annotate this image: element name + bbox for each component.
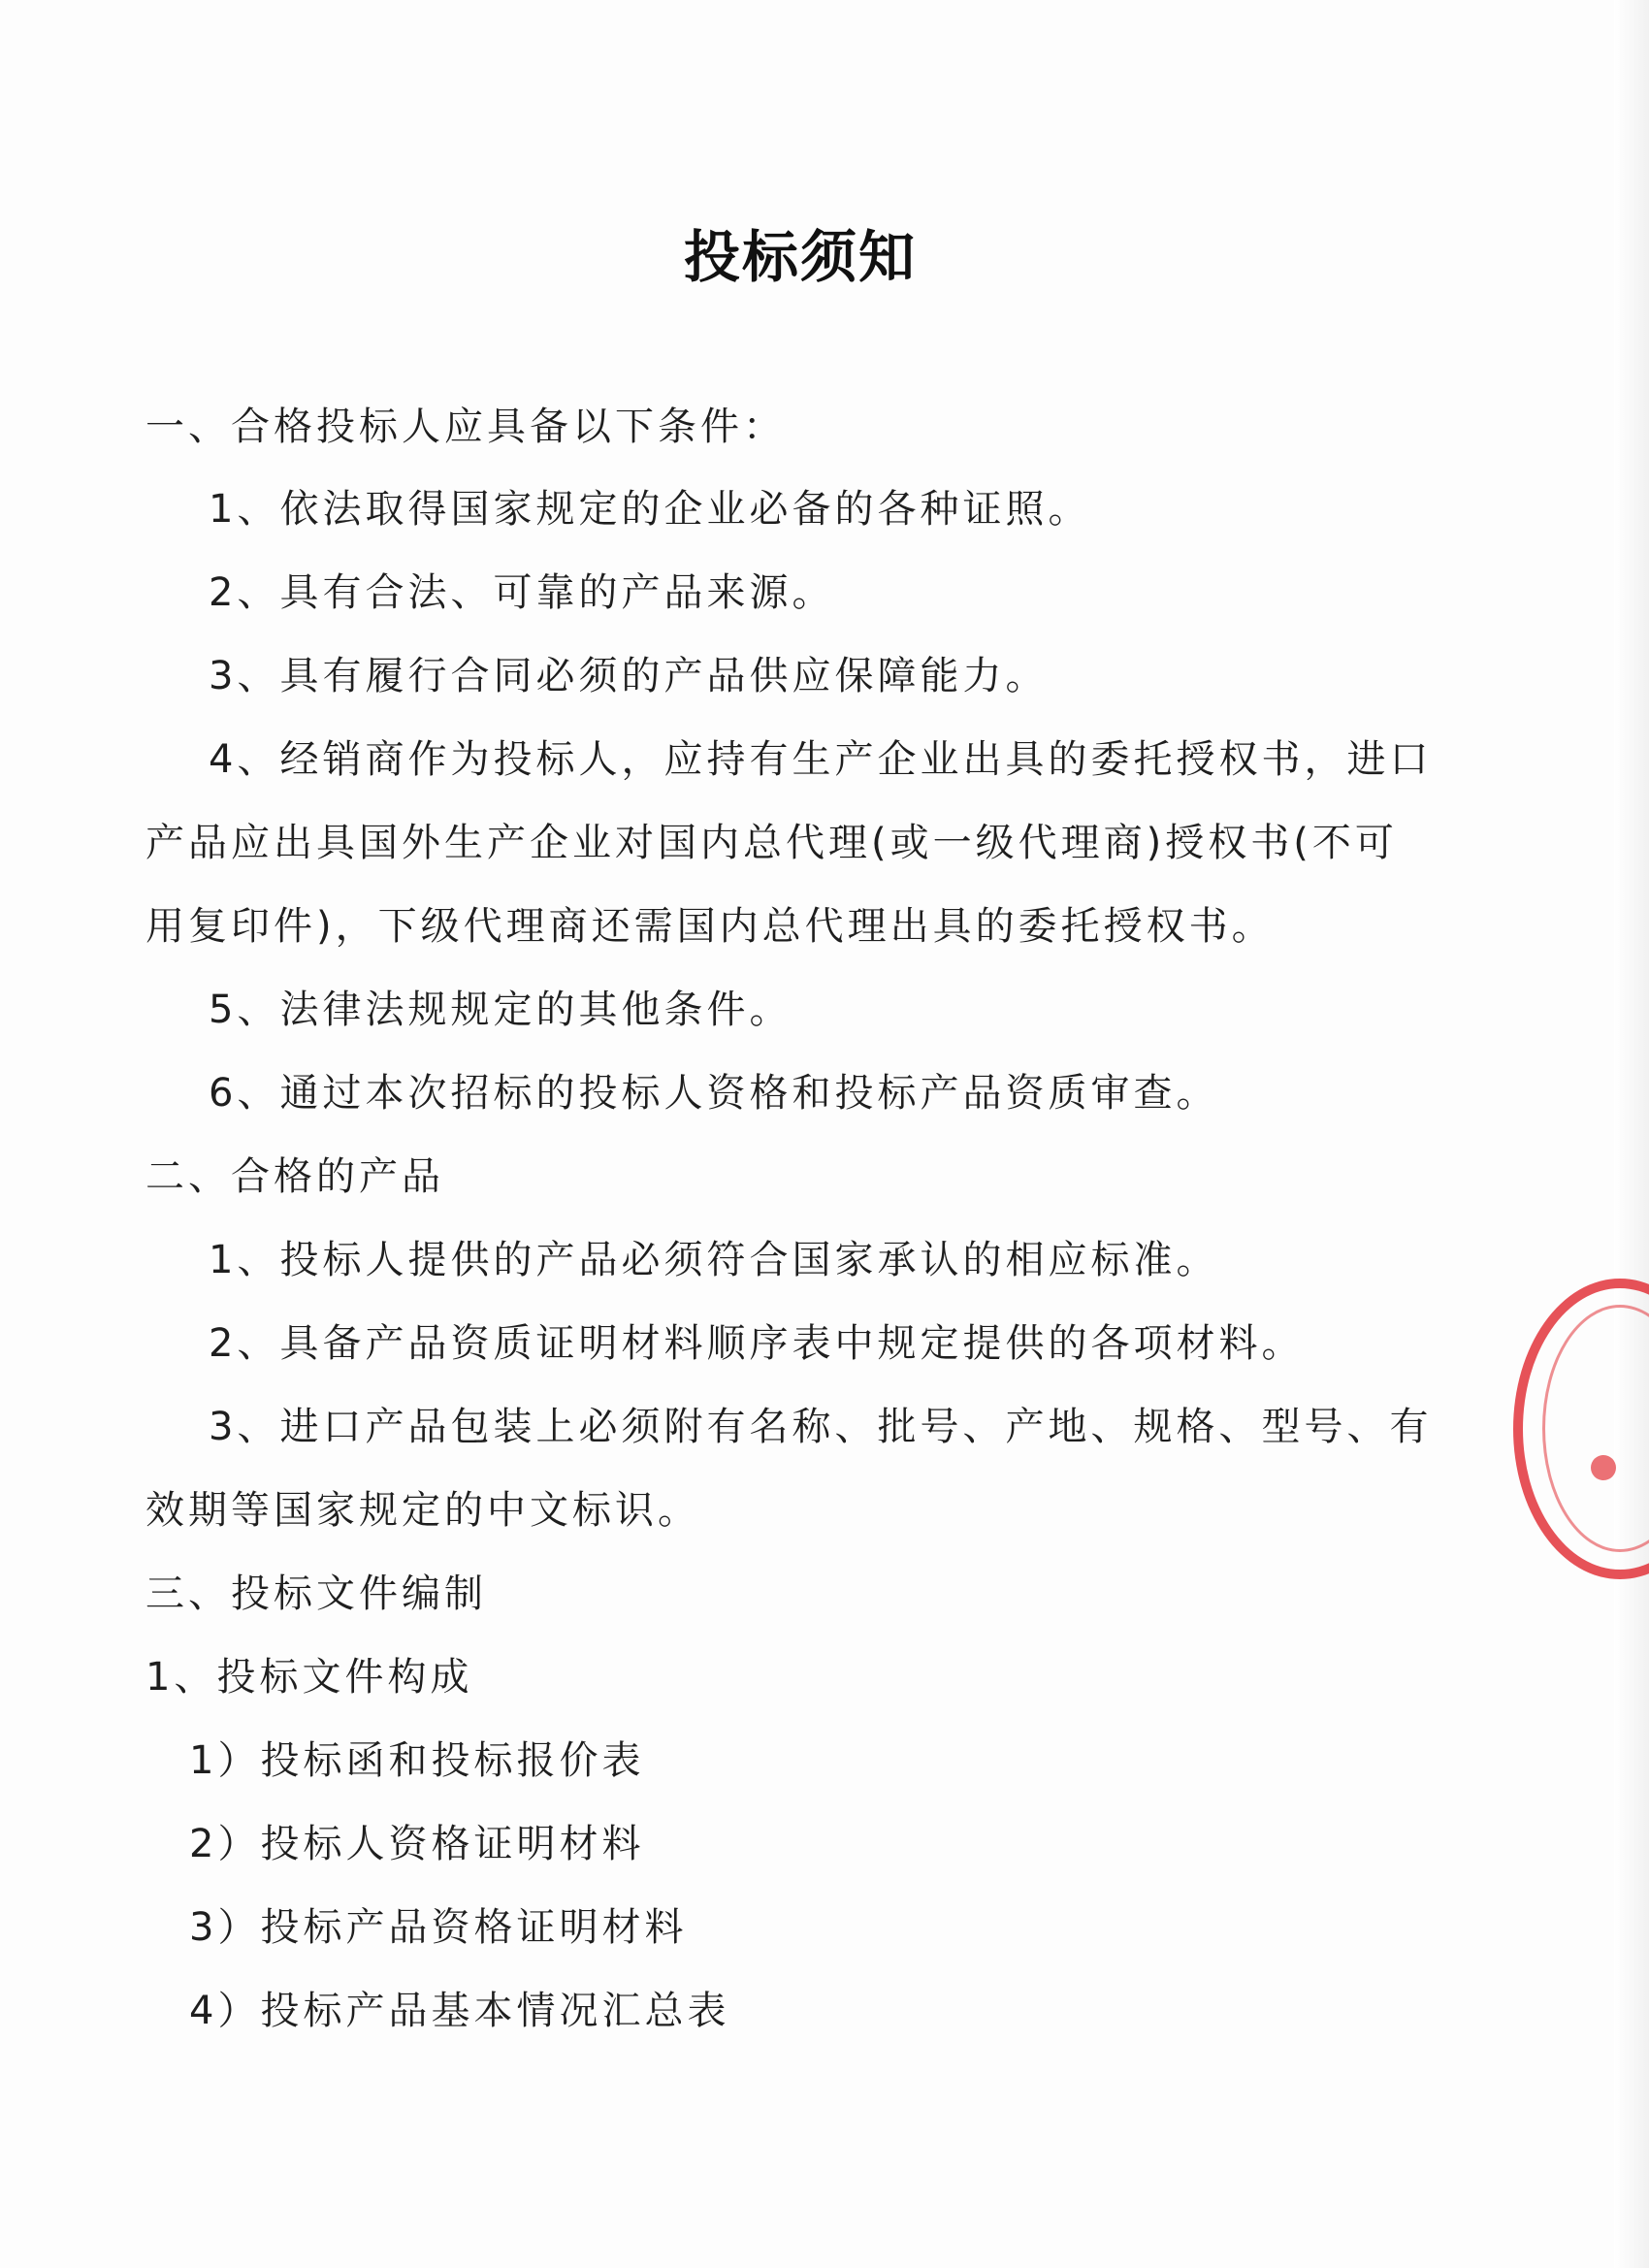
paragraph-line: 效期等国家规定的中文标识。 [146,1488,700,1533]
red-seal-mark [1591,1455,1616,1480]
paragraph-line: 6、通过本次招标的投标人资格和投标产品资质审查。 [209,1071,1219,1116]
list-item: 2）投标人资格证明材料 [189,1822,645,1866]
section-heading-3: 三、投标文件编制 [146,1571,487,1616]
paragraph-line: 产品应出具国外生产企业对国内总代理(或一级代理商)授权书(不可 [146,821,1398,865]
section-heading-1: 一、合格投标人应具备以下条件： [146,405,786,449]
paragraph-line: 3、具有履行合同必须的产品供应保障能力。 [209,654,1049,698]
paragraph-line: 1、依法取得国家规定的企业必备的各种证照。 [209,487,1091,532]
section-heading-2: 二、合格的产品 [146,1154,444,1199]
paragraph-line: 2、具有合法、可靠的产品来源。 [209,570,835,615]
scan-edge-shadow [1614,0,1649,2268]
subsection-heading: 1、投标文件构成 [146,1655,473,1700]
list-item: 4）投标产品基本情况汇总表 [189,1989,730,2033]
paragraph-line: 3、进口产品包装上必须附有名称、批号、产地、规格、型号、有 [209,1405,1433,1449]
paragraph-line: 5、法律法规规定的其他条件。 [209,988,792,1032]
paragraph-line: 1、投标人提供的产品必须符合国家承认的相应标准。 [209,1238,1219,1282]
list-item: 1）投标函和投标报价表 [189,1738,645,1783]
list-item: 3）投标产品资格证明材料 [189,1905,688,1950]
paragraph-line: 用复印件)，下级代理商还需国内总代理出具的委托授权书。 [146,904,1275,949]
paragraph-line: 2、具备产品资质证明材料顺序表中规定提供的各项材料。 [209,1321,1305,1366]
paragraph-line: 4、经销商作为投标人，应持有生产企业出具的委托授权书，进口 [209,737,1433,782]
document-title: 投标须知 [683,224,917,290]
